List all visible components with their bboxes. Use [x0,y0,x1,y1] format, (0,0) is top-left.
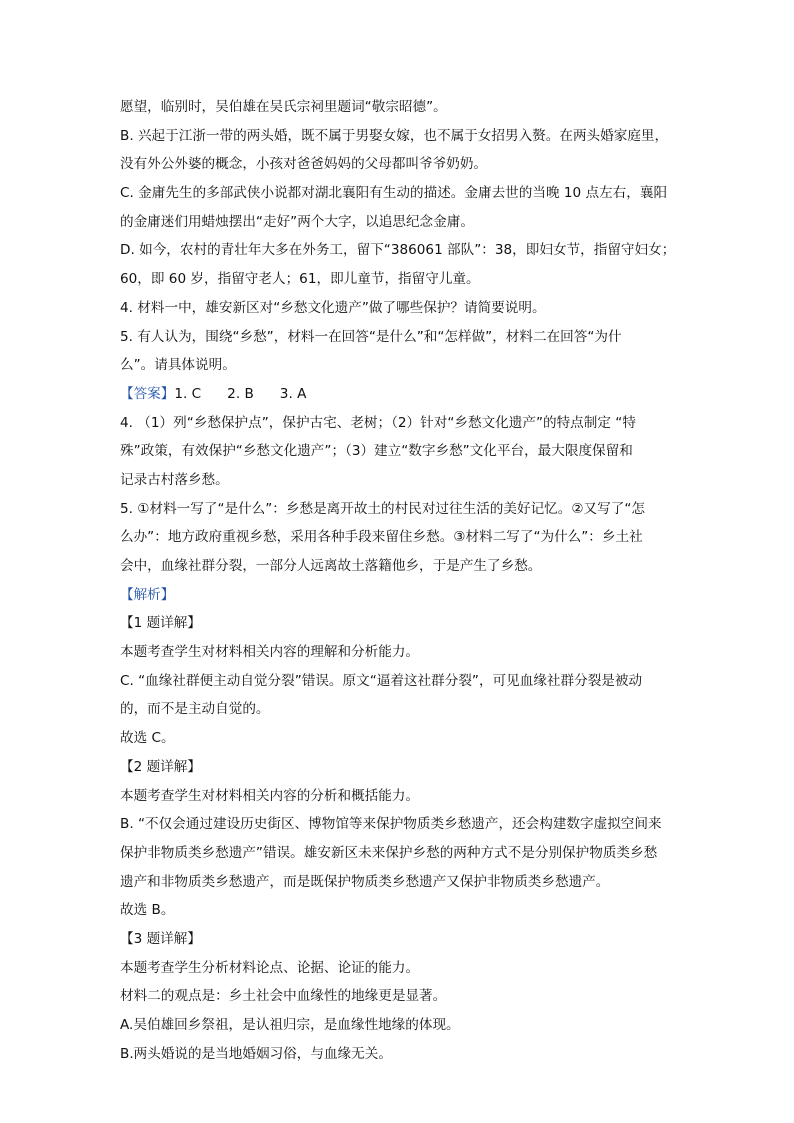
text-line: 本题考查学生对材料相关内容的分析和概括能力。 [120,787,420,804]
text-line: B. “不仅会通过建设历史街区、博物馆等来保护物质类乡愁遗产，还会构建数字虚拟空间来 [120,816,662,833]
q3-detail-heading: 【3 题详解】 [120,930,201,947]
text-line: 愿望，临别时，吴伯雄在吴氏宗祠里题词“敬宗昭德”。 [120,99,447,115]
text-line: A.吴伯雄回乡祭祖，是认祖归宗，是血缘性地缘的体现。 [120,1017,460,1033]
answer-item: 3. A [279,385,307,402]
question-4: 4. 材料一中，雄安新区对“乡愁文化遗产”做了哪些保护？请简要说明。 [120,299,546,316]
text-line: 的金庸迷们用蜡烛摆出“走好”两个大字，以追思纪念金庸。 [120,213,474,230]
analysis-tag: 【解析】 [120,586,175,603]
answer-tag: 【答案】 [120,385,175,402]
answer-4-line: 4. （1）列“乡愁保护点”，保护古宅、老树；（2）针对“乡愁文化遗产”的特点制定 “特 [120,414,636,431]
q1-detail-heading: 【1 题详解】 [120,615,201,632]
text-line: 没有外公外婆的概念，小孩对爸爸妈妈的父母都叫爷爷奶奶。 [120,156,488,173]
text-line: B.两头婚说的是当地婚姻习俗，与血缘无关。 [120,1045,392,1062]
text-line: 的，而不是主动自觉的。 [120,701,270,718]
answer-5-line: 5. ①材料一写了“是什么”：乡愁是离开故土的村民对过往生活的美好记忆。②又写了“怎 [120,500,645,517]
text-line: 故选 C。 [120,730,175,747]
text-line: 么办”：地方政府重视乡愁，采用各种手段来留住乡愁。③材料二写了“为什么”：乡土社 [120,529,643,546]
option-c-line: C. 金庸先生的多部武侠小说都对湖北襄阳有生动的描述。金庸去世的当晚 10 点左右，襄阳 [120,185,668,202]
text-line: 本题考查学生分析材料论点、论据、论证的能力。 [120,959,420,976]
question-5: 5. 有人认为，围绕“乡愁”，材料一在回答“是什么”和“怎样做”，材料二在回答“为什 [120,328,622,345]
text-line: 殊”政策，有效保护“乡愁文化遗产”；（3）建立“数字乡愁”文化平台，最大限度保留和 [120,443,633,460]
q2-detail-heading: 【2 题详解】 [120,758,201,775]
answer-item: 1. C [174,385,202,402]
text-line: 么”。请具体说明。 [120,357,236,374]
text-line: 会中，血缘社群分裂，一部分人远离故土落籍他乡，于是产生了乡愁。 [120,558,542,574]
text-line: 故选 B。 [120,902,175,919]
text-line: 记录古村落乡愁。 [120,471,229,488]
option-b-line: B. 兴起于江浙一带的两头婚，既不属于男娶女嫁，也不属于女招男入赘。在两头婚家庭里， [120,127,669,144]
option-d-line: D. 如今，农村的青壮年大多在外务工，留下“386061 部队”：38，即妇女节，指留守妇女； [120,242,676,259]
answer-line [120,380,714,409]
text-line: 本题考查学生对材料相关内容的理解和分析能力。 [120,644,420,661]
text-line: 60，即 60 岁，指留守老人；61，即儿童节，指留守儿童。 [120,271,480,288]
answer-item: 2. B [227,385,254,402]
text-line: 保护非物质类乡愁遗产”错误。雄安新区未来保护乡愁的两种方式不是分别保护物质类乡愁 [120,844,658,861]
text-line: 材料二的观点是：乡土社会中血缘性的地缘更是显著。 [120,988,447,1005]
text-line: 遗产和非物质类乡愁遗产，而是既保护物质类乡愁遗产又保护非物质类乡愁遗产。 [120,873,610,890]
text-line: C. “血缘社群便主动自觉分裂”错误。原文“逼着这社群分裂”，可见血缘社群分裂是被动 [120,672,643,689]
